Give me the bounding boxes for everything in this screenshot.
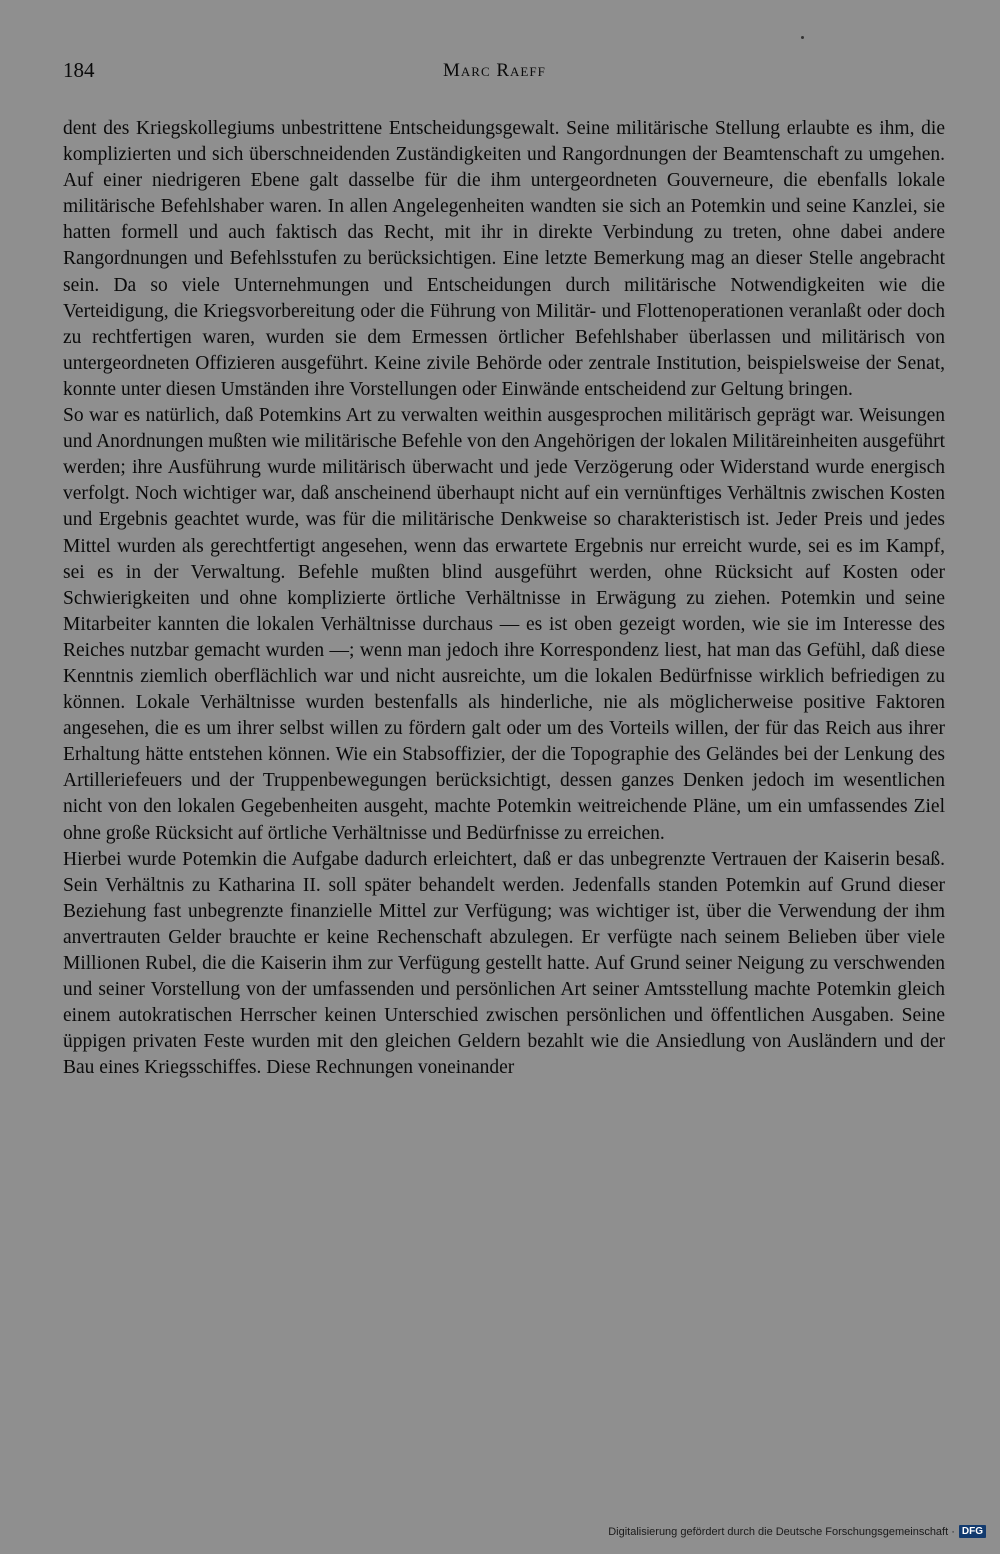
- paragraph-1: dent des Kriegskollegiums unbestrittene Entscheidungsgewalt. Seine militärische Stellung erlaubte es ihm, die komplizierten und sich überschneidenden Zuständigkeiten und Rangordnungen der Beamtenschaft zu umgehen. Auf einer niedrigeren Ebene galt dasselbe für die ihm untergeordneten Gouverneure, die ebenfalls lokale militärische Befehlshaber waren. In allen Angelegenheiten wandten sie sich an Potemkin und seine Kanzlei, sie hatten formell und auch faktisch das Recht, mit ihr in direkte Verbindung zu treten, ohne dabei andere Rangordnungen und Befehlsstufen zu berücksichtigen. Eine letzte Bemerkung mag an dieser Stelle angebracht sein. Da so viele Unternehmungen und Entscheidungen durch militärische Notwendigkeiten wie die Verteidigung, die Kriegsvorbereitung oder die Führung von Militär- und Flottenoperationen veranlaßt oder doch zu rechtfertigen waren, wurden sie dem Ermessen örtlicher Befehlshaber überlassen und militärisch von untergeordneten Offizieren ausgeführt. Keine zivile Behörde oder zentrale Institution, beispielsweise der Senat, konnte unter diesen Umständen ihre Vorstellungen oder Einwände entscheidend zur Geltung bringen.: [63, 118, 945, 400]
- scan-speck: [801, 36, 804, 39]
- body-text: [63, 116, 945, 1081]
- running-head: Marc Raeff: [443, 60, 546, 81]
- dfg-logo-icon: DFG: [959, 1525, 986, 1538]
- digitization-footer: [608, 1525, 986, 1538]
- page-header: [63, 58, 943, 88]
- paragraph-3: Hierbei wurde Potemkin die Aufgabe dadurch erleichtert, daß er das unbegrenzte Vertrauen der Kaiserin besaß. Sein Verhältnis zu Katharina II. soll später behandelt werden. Jedenfalls standen Potemkin auf Grund dieser Beziehung fast unbegrenzte finanzielle Mittel zur Verfügung; was wichtiger ist, über die Verwendung der ihm anvertrauten Gelder brauchte er keine Rechenschaft abzulegen. Er verfügte nach seinem Belieben über viele Millionen Rubel, die die Kaiserin ihm zur Verfügung gestellt hatte. Auf Grund seiner Neigung zu verschwenden und seiner Vorstellung von der umfassenden und persönlichen Art seiner Amtsstellung machte Potemkin gleich einem autokratischen Herrscher keinen Unterschied zwischen persönlichen und öffentlichen Ausgaben. Seine üppigen privaten Feste wurden mit den gleichen Geldern bezahlt wie die Ansiedlung von Ausländern und der Bau eines Kriegsschiffes. Diese Rechnungen voneinander: [63, 848, 945, 1079]
- footer-credit: Digitalisierung gefördert durch die Deutsche Forschungsgemeinschaft ·: [608, 1525, 955, 1538]
- page-number: 184: [63, 58, 95, 82]
- paragraph-2: So war es natürlich, daß Potemkins Art zu verwalten weithin ausgesprochen militärisch geprägt war. Weisungen und Anordnungen mußten wie militärische Befehle von den Angehörigen der lokalen Militäreinheiten ausgeführt werden; ihre Ausführung wurde militärisch überwacht und jede Verzögerung oder Widerstand wurde energisch verfolgt. Noch wichtiger war, daß anscheinend überhaupt nicht auf ein vernünftiges Verhältnis zwischen Kosten und Ergebnis geachtet wurde, was für die militärische Denkweise so charakteristisch ist. Jeder Preis und jedes Mittel wurden als gerechtfertigt angesehen, wenn das erwartete Ergebnis nur erreicht wurde, sei es im Kampf, sei es in der Verwaltung. Befehle mußten blind ausgeführt werden, ohne Rücksicht auf Kosten oder Schwierigkeiten und ohne komplizierte örtliche Verhältnisse in Erwägung zu ziehen. Potemkin und seine Mitarbeiter kannten die lokalen Verhältnisse durchaus — es ist oben gezeigt worden, wie sie im Interesse des Reiches nutzbar gemacht wurden —; wenn man jedoch ihre Korrespondenz liest, hat man das Gefühl, daß diese Kenntnis ziemlich oberflächlich war und nicht ausreichte, um die lokalen Bedürfnisse wirklich befriedigen zu können. Lokale Verhältnisse wurden bestenfalls als hinderliche, nie als möglicherweise positive Faktoren angesehen, die es um ihrer selbst willen zu fördern galt oder um des Vorteils willen, der für das Reich aus ihrer Erhaltung hätte entstehen können. Wie ein Stabsoffizier, der die Topographie des Geländes bei der Lenkung des Artilleriefeuers und der Truppenbewegungen berücksichtigt, dessen ganzes Denken jedoch im wesentlichen nicht von den lokalen Gegebenheiten ausgeht, machte Potemkin weitreichende Pläne, um ein umfassendes Ziel ohne große Rücksicht auf örtliche Verhältnisse und Bedürfnisse zu erreichen.: [63, 405, 945, 844]
